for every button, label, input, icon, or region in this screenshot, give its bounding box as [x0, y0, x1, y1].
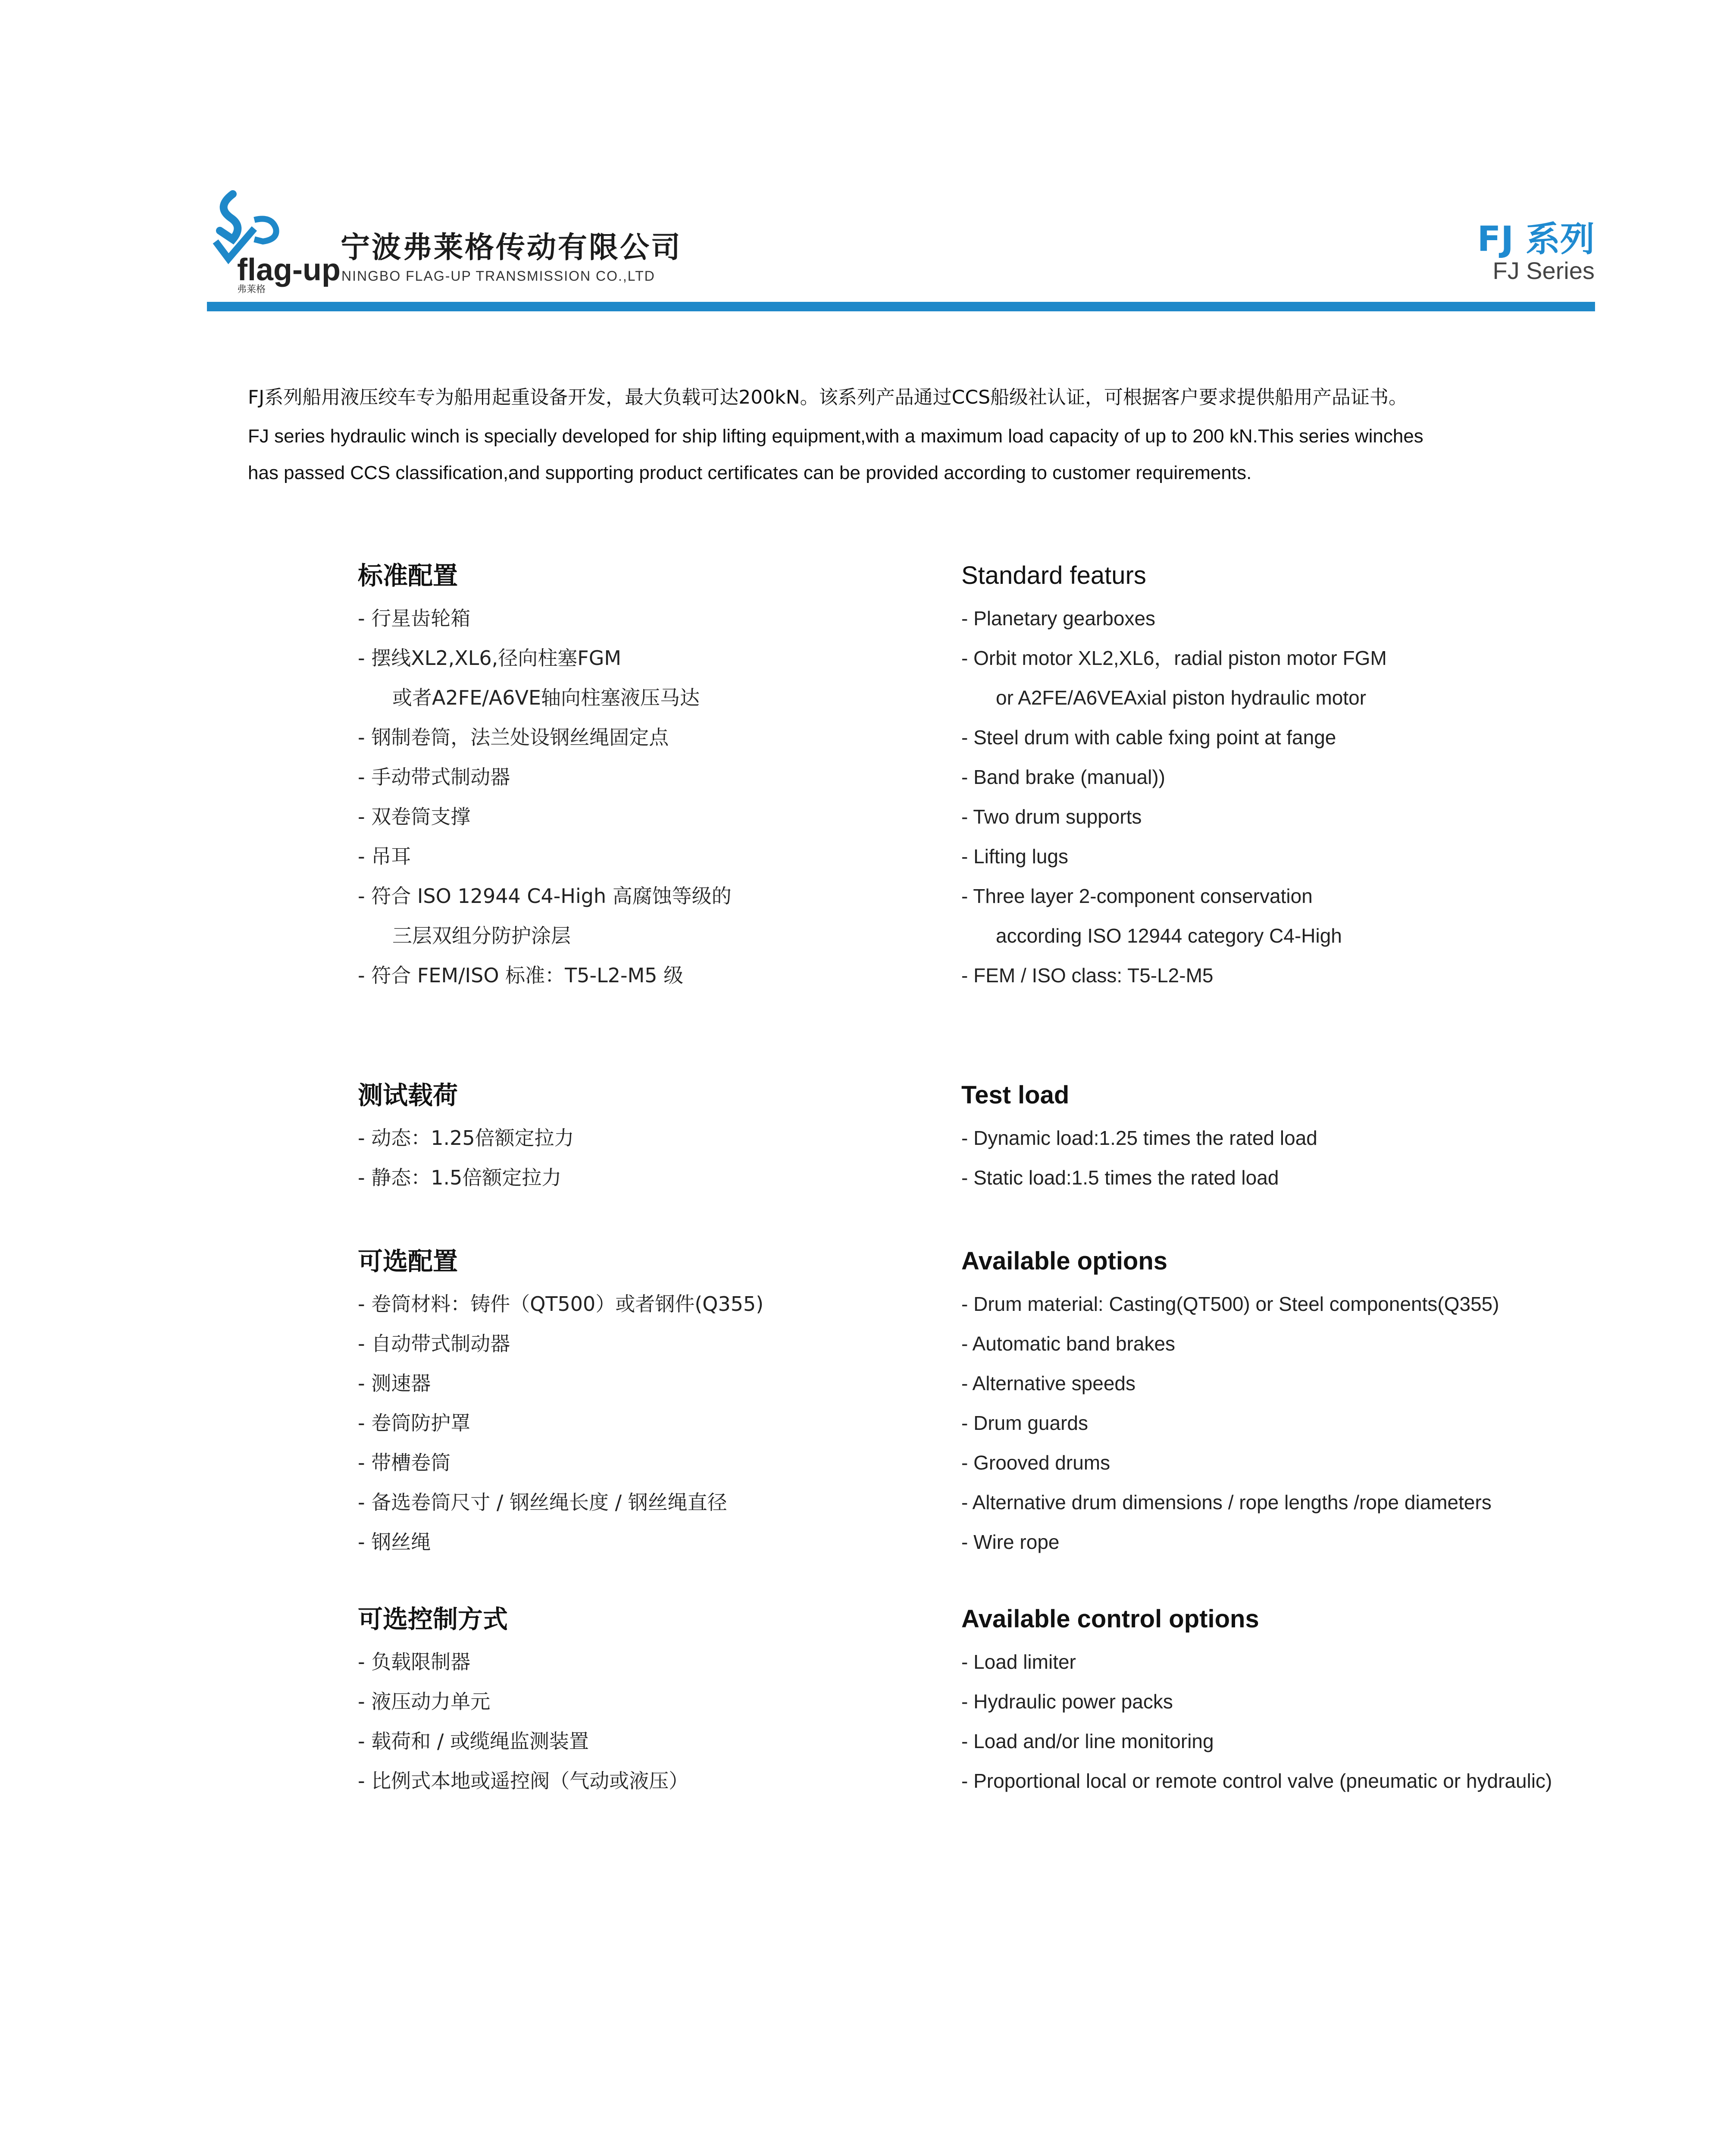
list-item: - 备选卷筒尺寸 / 钢丝绳长度 / 钢丝绳直径: [358, 1491, 727, 1514]
available-options-en: [961, 1246, 1599, 1562]
list-item: - 摆线XL2,XL6,径向柱塞FGM: [358, 646, 622, 670]
list-item: 或者A2FE/A6VE轴向柱塞液压马达: [392, 686, 700, 709]
list-item: - Drum guards: [961, 1412, 1088, 1434]
series-title-cn: FJ 系列: [1477, 219, 1595, 259]
list-item: - 液压动力单元: [358, 1690, 491, 1713]
feature-list: [961, 1118, 1599, 1197]
intro-en-line1: FJ series hydraulic winch is specially developed for ship lifting equipment,with a maximum load capacity of up to 200 kN.This series winches: [248, 426, 1423, 447]
standard-features-cn: [358, 561, 927, 995]
company-name-en: NINGBO FLAG-UP TRANSMISSION CO.,LTD: [341, 268, 655, 284]
list-item: or A2FE/A6VEAxial piston hydraulic motor: [996, 686, 1367, 709]
list-item: - 卷筒材料：铸件（QT500）或者钢件(Q355): [358, 1292, 764, 1316]
list-item: - 手动带式制动器: [358, 765, 510, 789]
list-item: - 双卷筒支撑: [358, 805, 471, 828]
list-item: - 符合 ISO 12944 C4-High 高腐蚀等级的: [358, 884, 732, 908]
section-heading: Available control options: [961, 1605, 1259, 1633]
list-item: - 动态：1.25倍额定拉力: [358, 1126, 574, 1150]
list-item: - Orbit motor XL2,XL6，radial piston motor FGM: [961, 647, 1387, 669]
list-item: - Lifting lugs: [961, 845, 1069, 868]
feature-list: [961, 1642, 1599, 1801]
list-item: - Band brake (manual)): [961, 766, 1165, 788]
list-item: - Load and/or line monitoring: [961, 1730, 1214, 1752]
list-item: - Proportional local or remote control valve (pneumatic or hydraulic): [961, 1770, 1552, 1792]
list-item: - 负载限制器: [358, 1650, 471, 1673]
list-item: - Planetary gearboxes: [961, 607, 1156, 630]
section-heading: 可选配置: [358, 1247, 458, 1276]
list-item: - Two drum supports: [961, 805, 1142, 828]
list-item: - Hydraulic power packs: [961, 1690, 1173, 1713]
series-title-en: FJ Series: [1492, 257, 1595, 284]
section-heading: Standard featurs: [961, 561, 1146, 589]
standard-features-en: [961, 561, 1599, 995]
company-logo: [203, 190, 341, 293]
feature-list: [961, 599, 1599, 995]
control-options-cn: [358, 1604, 927, 1801]
list-item: - 比例式本地或遥控阀（气动或液压）: [358, 1769, 689, 1792]
list-item: - Steel drum with cable fxing point at fange: [961, 726, 1336, 749]
list-item: - 带槽卷筒: [358, 1451, 451, 1474]
list-item: - 钢丝绳: [358, 1530, 431, 1554]
list-item: - 吊耳: [358, 845, 411, 868]
company-name-cn: 宁波弗莱格传动有限公司: [341, 231, 682, 265]
list-item: - Static load:1.5 times the rated load: [961, 1166, 1279, 1189]
test-load-en: [961, 1080, 1599, 1197]
section-heading: Test load: [961, 1081, 1070, 1109]
section-heading: Available options: [961, 1247, 1168, 1275]
list-item: - Alternative speeds: [961, 1372, 1136, 1395]
list-item: - 行星齿轮箱: [358, 607, 471, 630]
section-heading: 测试载荷: [358, 1081, 458, 1110]
feature-list: [358, 1118, 927, 1197]
list-item: - 符合 FEM/ISO 标准：T5-L2-M5 级: [358, 964, 684, 987]
list-item: 三层双组分防护涂层: [392, 924, 571, 947]
logo-text: flag-up: [237, 253, 341, 287]
list-item: - 静态：1.5倍额定拉力: [358, 1166, 562, 1189]
list-item: - 测速器: [358, 1372, 431, 1395]
list-item: - Load limiter: [961, 1651, 1076, 1673]
list-item: - Automatic band brakes: [961, 1332, 1176, 1355]
list-item: - Three layer 2-component conservation: [961, 885, 1313, 907]
list-item: - 钢制卷筒，法兰处设钢丝绳固定点: [358, 726, 669, 749]
feature-list: [358, 1642, 927, 1801]
list-item: - Alternative drum dimensions / rope lengths /rope diameters: [961, 1491, 1492, 1514]
header-divider: [207, 302, 1595, 311]
section-heading: 标准配置: [358, 561, 458, 590]
available-options-cn: [358, 1246, 927, 1562]
list-item: - Dynamic load:1.25 times the rated load: [961, 1127, 1317, 1149]
logo-sub: 弗莱格: [237, 284, 266, 293]
list-item: - FEM / ISO class: T5-L2-M5: [961, 964, 1214, 987]
feature-list: [358, 599, 927, 995]
list-item: - Drum material: Casting(QT500) or Steel components(Q355): [961, 1293, 1499, 1315]
list-item: - 载荷和 / 或缆绳监测装置: [358, 1730, 589, 1753]
feature-list: [961, 1284, 1599, 1562]
list-item: - Grooved drums: [961, 1451, 1110, 1474]
list-item: according ISO 12944 category C4-High: [996, 924, 1342, 947]
list-item: - 卷筒防护罩: [358, 1411, 471, 1435]
list-item: - Wire rope: [961, 1531, 1060, 1553]
section-heading: 可选控制方式: [358, 1604, 508, 1634]
intro-cn: FJ系列船用液压绞车专为船用起重设备开发，最大负载可达200kN。该系列产品通过CCS船级社认证，可根据客户要求提供船用产品证书。: [248, 386, 1408, 408]
list-item: - 自动带式制动器: [358, 1332, 510, 1355]
control-options-en: [961, 1604, 1599, 1801]
test-load-cn: [358, 1080, 927, 1197]
feature-list: [358, 1284, 927, 1562]
intro-en-line2: has passed CCS classification,and supporting product certificates can be provided according to customer requirements.: [248, 462, 1252, 483]
